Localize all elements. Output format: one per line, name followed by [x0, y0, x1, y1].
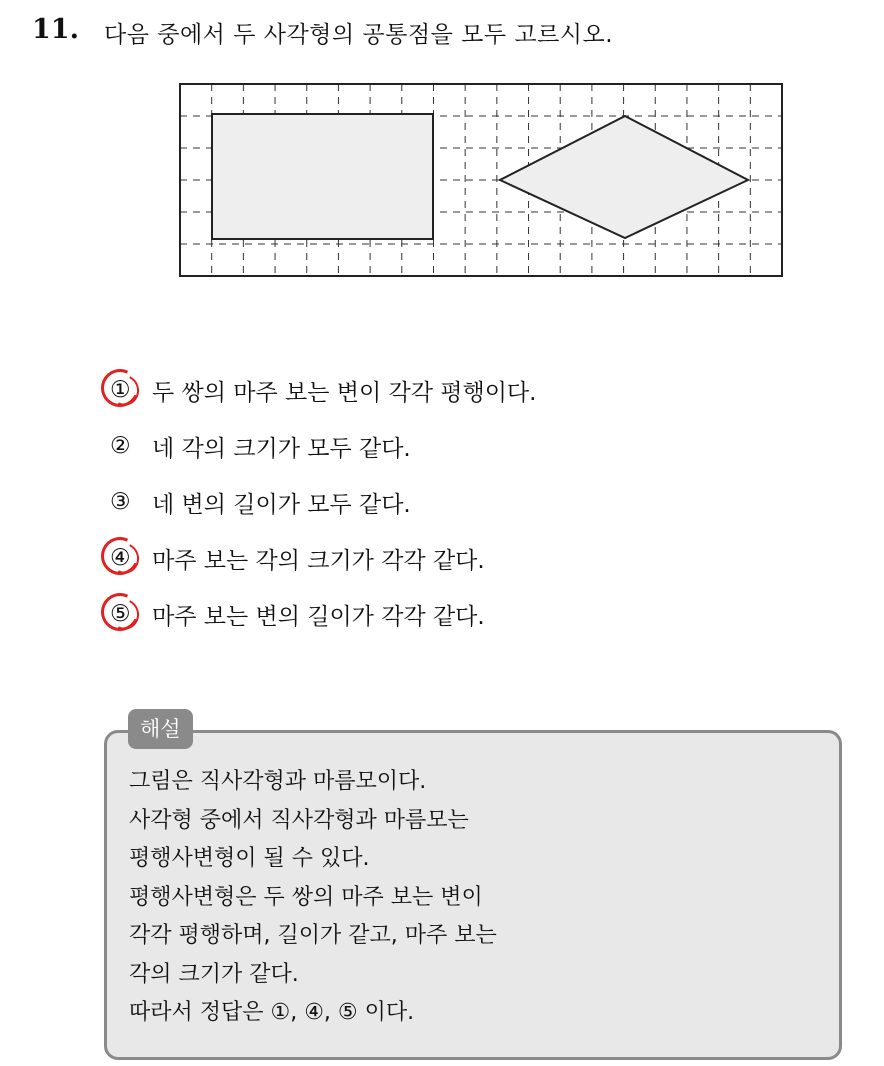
explanation-line: 각각 평행하며, 길이가 같고, 마주 보는 — [129, 923, 497, 948]
choice-text: 마주 보는 변의 길이가 각각 같다. — [152, 603, 485, 630]
rhombus-shape — [500, 116, 748, 238]
explanation-text — [129, 763, 497, 1033]
explanation-line: 사각형 중에서 직사각형과 마름모는 — [129, 807, 469, 833]
choice-3[interactable] — [108, 474, 536, 530]
explanation-line: 평행사변형이 될 수 있다. — [129, 846, 370, 871]
explanation-line: 평행사변형은 두 쌍의 마주 보는 변이 — [129, 884, 483, 910]
rectangle-shape — [212, 114, 433, 239]
explanation-line: 따라서 정답은 ①, ④, ⑤ 이다. — [129, 1000, 415, 1025]
question-number: 11. — [32, 14, 79, 45]
choice-number: ③ — [110, 489, 131, 515]
explanation-box — [104, 730, 842, 1060]
choice-5[interactable] — [108, 586, 536, 642]
red-circle-mark — [96, 364, 145, 413]
red-circle-mark — [96, 588, 145, 637]
choice-number: ⑤ — [110, 601, 131, 627]
choice-4[interactable] — [108, 530, 536, 586]
choice-text: 네 변의 길이가 모두 같다. — [152, 491, 411, 518]
choice-1[interactable] — [108, 362, 536, 418]
choice-number: ② — [110, 433, 131, 459]
explanation-line: 각의 크기가 같다. — [129, 961, 299, 987]
choice-list — [108, 362, 536, 642]
shape-figure — [179, 83, 783, 277]
choice-text: 두 쌍의 마주 보는 변이 각각 평행이다. — [152, 379, 537, 406]
question-text: 다음 중에서 두 사각형의 공통점을 모두 고르시오. — [104, 22, 614, 48]
choice-2[interactable] — [108, 418, 536, 474]
red-circle-mark — [96, 532, 145, 581]
choice-number: ④ — [110, 545, 131, 571]
choice-text: 마주 보는 각의 크기가 각각 같다. — [152, 547, 485, 574]
choice-text: 네 각의 크기가 모두 같다. — [152, 435, 411, 462]
choice-number: ① — [110, 377, 131, 403]
explanation-line: 그림은 직사각형과 마름모이다. — [129, 769, 427, 794]
explanation-tag: 해설 — [128, 709, 193, 749]
